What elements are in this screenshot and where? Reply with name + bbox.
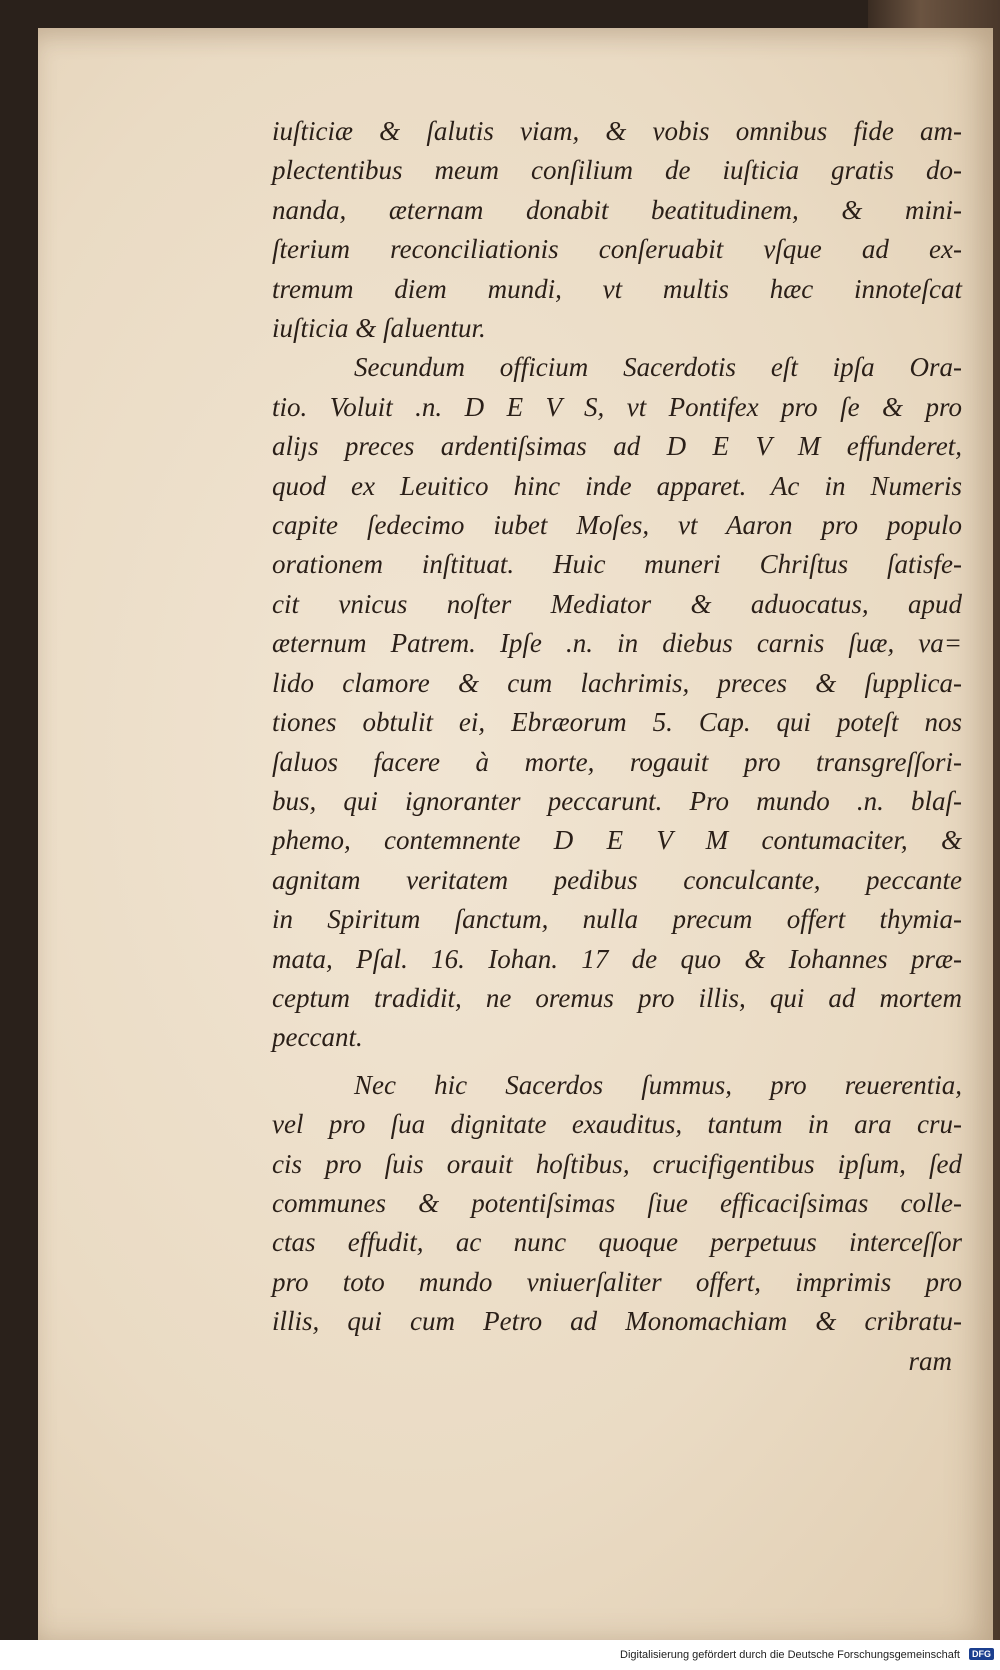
paragraph-2	[272, 348, 962, 1057]
text-line: tio. Voluit .n. D E V S, vt Pontifex pro ſe & pro	[272, 391, 962, 422]
text-line: aliȷs preces ardentiſsimas ad D E V M effunderet,	[272, 431, 962, 462]
dfg-logo: DFG	[969, 1648, 994, 1660]
text-line: capite ſedecimo iubet Moſes, vt Aaron pro populo	[272, 510, 962, 541]
text-line: iuſticia & ſaluentur.	[272, 313, 486, 344]
paragraph-1	[272, 112, 962, 348]
text-line: vel pro ſua dignitate exauditus, tantum in ara cru-	[272, 1109, 962, 1140]
text-line: cit vnicus noſter Mediator & aduocatus, apud	[272, 588, 962, 619]
text-line: agnitam veritatem pedibus conculcante, peccante	[272, 864, 962, 895]
text-line: communes & potentiſsimas ſiue efficaciſsimas colle-	[272, 1187, 962, 1218]
text-line: ctas effudit, ac nunc quoque perpetuus interceſſor	[272, 1227, 962, 1258]
text-line: æternum Patrem. Ipſe .n. in diebus carnis ſuæ, va=	[272, 628, 962, 659]
text-line: quod ex Leuitico hinc inde apparet. Ac in Numeris	[272, 470, 962, 501]
text-line: mata, Pſal. 16. Iohan. 17 de quo & Iohannes præ-	[272, 943, 962, 974]
text-line: plectentibus meum conſilium de iuſticia gratis do-	[272, 155, 962, 186]
text-line: Nec hic Sacerdos ſummus, pro reuerentia,	[354, 1069, 962, 1100]
text-line: ſterium reconciliationis conſeruabit vſque ad ex-	[272, 234, 962, 265]
text-line: iuſticiæ & ſalutis viam, & vobis omnibus fide am-	[272, 116, 962, 146]
paragraph-3	[272, 1066, 962, 1342]
page-text	[272, 112, 962, 1381]
catchword: ram	[908, 1345, 952, 1376]
text-line: illis, qui cum Petro ad Monomachiam & cribratu-	[272, 1306, 962, 1337]
text-line: pro toto mundo vniuerſaliter offert, imprimis pro	[272, 1266, 962, 1297]
text-line: orationem inſtituat. Huic muneri Chriſtus ſatisfe-	[272, 549, 962, 580]
text-line: tiones obtulit ei, Ebræorum 5. Cap. qui poteſt nos	[272, 707, 962, 738]
text-line: peccant.	[272, 1022, 363, 1053]
text-line: tremum diem mundi, vt multis hæc innoteſcat	[272, 273, 962, 304]
text-line: Secundum officium Sacerdotis eſt ipſa Ora-	[354, 352, 962, 383]
text-line: in Spiritum ſanctum, nulla precum offert thymia-	[272, 904, 962, 935]
text-line: lido clamore & cum lachrimis, preces & ſupplica-	[272, 667, 962, 698]
text-line: phemo, contemnente D E V M contumaciter, &	[272, 825, 962, 856]
text-line: ſaluos facere à morte, rogauit pro transgreſſori-	[272, 746, 962, 777]
footer-bar	[0, 1640, 1000, 1670]
text-line: nanda, æternam donabit beatitudinem, & mini-	[272, 194, 962, 225]
text-line: bus, qui ignoranter peccarunt. Pro mundo .n. blaſ-	[272, 785, 962, 816]
text-line: ceptum tradidit, ne oremus pro illis, qui ad mortem	[272, 982, 962, 1013]
text-line: cis pro ſuis orauit hoſtibus, crucifigentibus ipſum, ſed	[272, 1148, 962, 1179]
funding-credit: Digitalisierung gefördert durch die Deutsche Forschungsgemeinschaft	[620, 1649, 960, 1661]
